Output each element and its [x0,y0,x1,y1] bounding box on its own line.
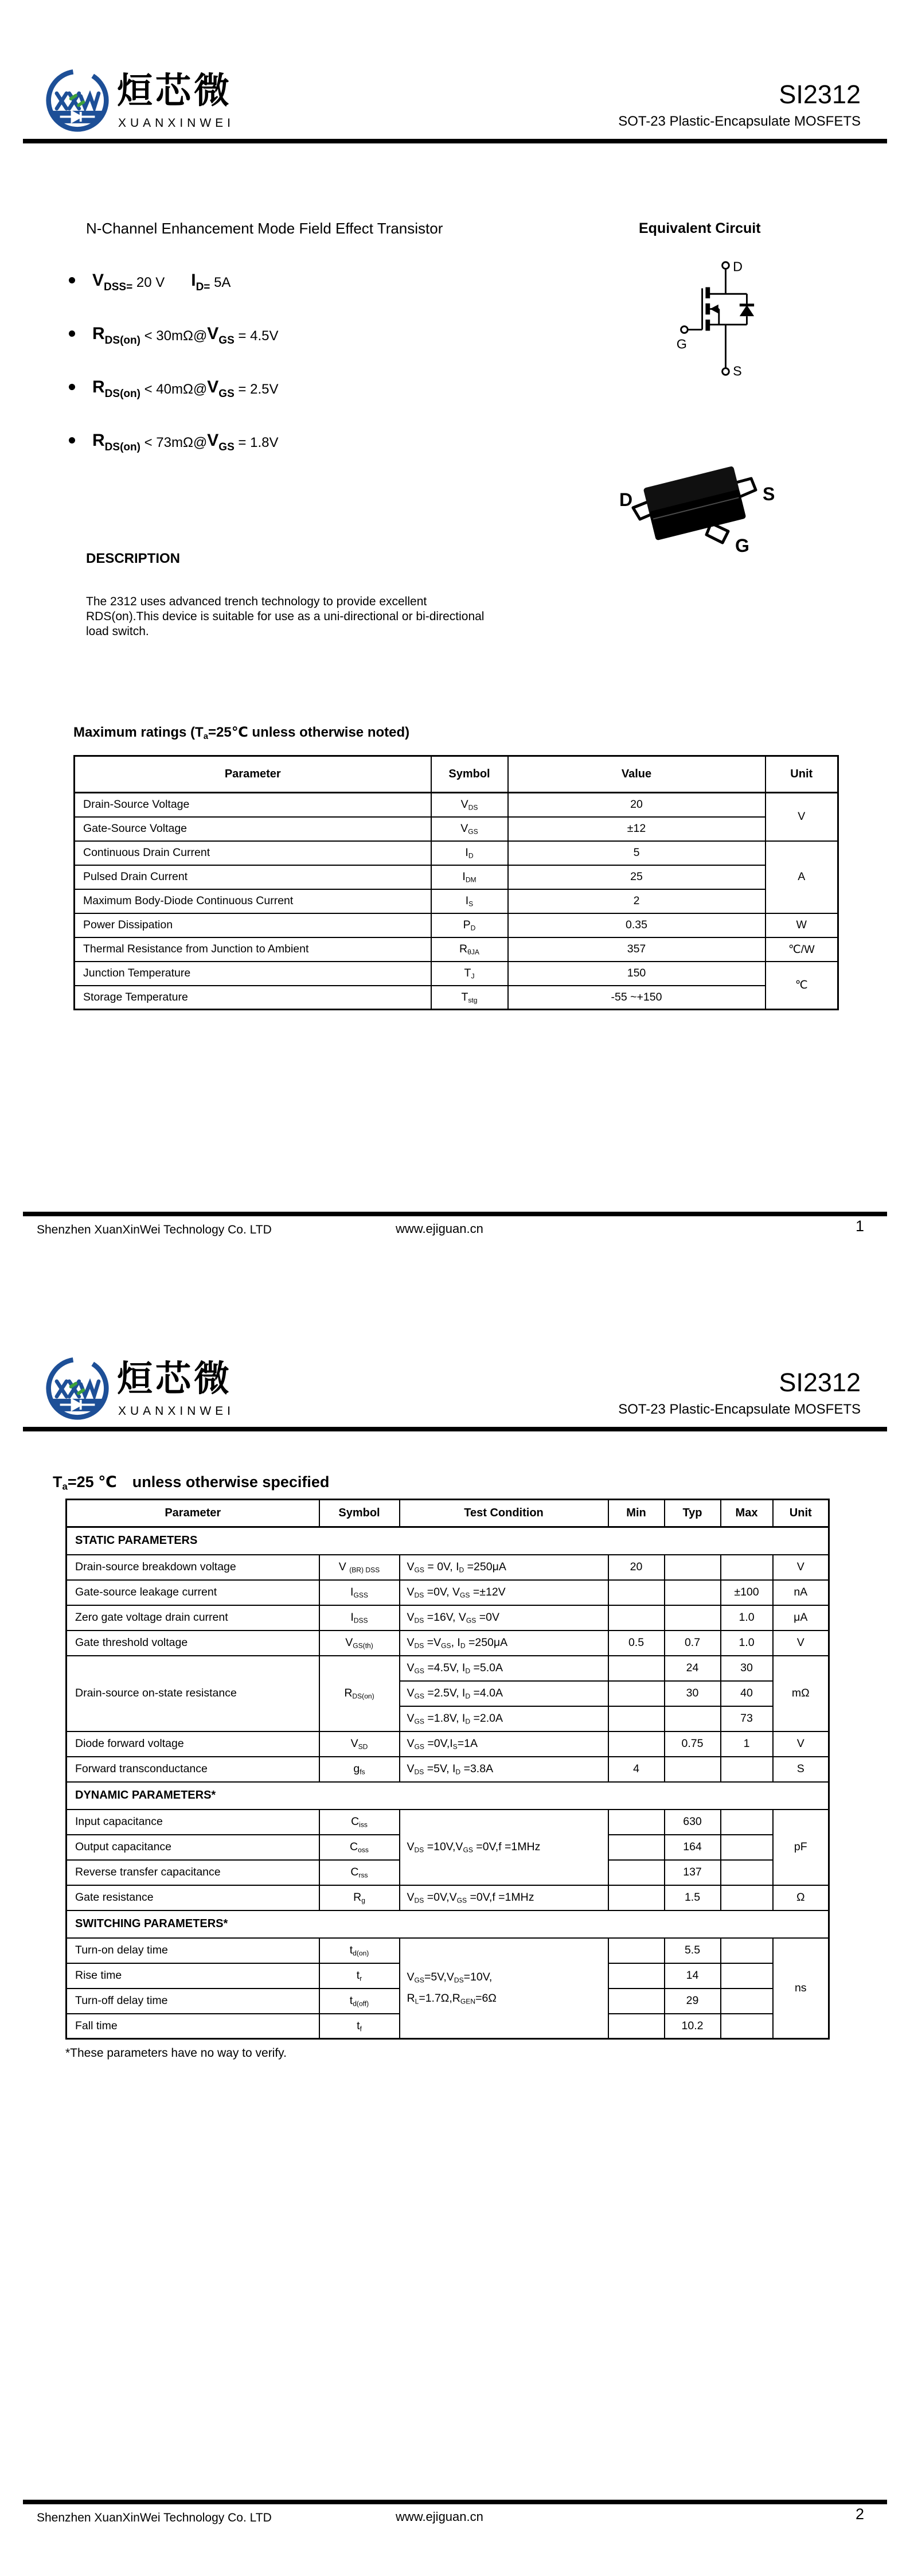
symbol-cell: Coss [319,1835,400,1860]
max-cell [721,2014,773,2039]
parameter-cell: Rise time [67,1963,319,1989]
symbol-cell: PD [431,913,508,937]
parameter-cell: Gate-source leakage current [67,1580,319,1605]
column-header: Parameter [67,1500,319,1527]
parameter-cell: Output capacitance [67,1835,319,1860]
symbol-cell: td(on) [319,1938,400,1963]
max-cell [721,1810,773,1835]
table-row [67,1810,829,1835]
parameter-cell: Gate-Source Voltage [75,817,431,841]
parameter-cell: Gate resistance [67,1885,319,1910]
parameter-cell: Gate threshold voltage [67,1631,319,1656]
unit-cell: A [766,841,838,913]
parameter-cell: Zero gate voltage drain current [67,1605,319,1631]
feature-item [69,430,278,454]
symbol-cell: td(off) [319,1989,400,2014]
table-row [67,1555,829,1580]
test-condition-cell: VGS =0V,IS=1A [400,1731,608,1757]
feature-text: RDS(on) < 30mΩ@VGS = 4.5V [92,324,279,347]
max-cell [721,1989,773,2014]
test-condition-cell: VDS =16V, VGS =0V [400,1605,608,1631]
symbol-cell: Rg [319,1885,400,1910]
brand-name-cn: 烜芯微 [117,1359,233,1399]
typ-cell: 630 [665,1810,721,1835]
feature-text: RDS(on) < 40mΩ@VGS = 2.5V [92,378,279,400]
min-cell: 20 [608,1555,665,1580]
equivalent-circuit-title: Equivalent Circuit [639,220,761,236]
electrical-characteristics-table [65,1499,830,2040]
symbol-cell: Tstg [431,986,508,1010]
symbol-cell: gfs [319,1757,400,1782]
page-number: 2 [856,2505,865,2523]
description-text [86,594,636,639]
feature-text: VDSS= 20 V ID= 5A [92,271,231,293]
parameter-cell: Junction Temperature [75,962,431,986]
section-title-cell: DYNAMIC PARAMETERS* [67,1782,829,1810]
max-cell: 1.0 [721,1605,773,1631]
parameter-cell: Continuous Drain Current [75,841,431,865]
table-row [75,841,838,865]
part-number: SI2312 [779,80,861,109]
value-cell: 150 [508,962,766,986]
unit-cell: pF [773,1810,829,1885]
parameter-cell: Drain-source on-state resistance [67,1656,319,1731]
description-line: The 2312 uses advanced trench technology to provide excellent [86,595,427,608]
symbol-cell: IDSS [319,1605,400,1631]
parameter-cell: Input capacitance [67,1810,319,1835]
package-label-g: G [735,535,749,556]
max-cell [721,1757,773,1782]
features-list [69,270,278,483]
header-rule [23,139,887,143]
circuit-label-d: D [733,259,743,274]
unit-cell: ℃/W [766,937,838,962]
typ-cell: 5.5 [665,1938,721,1963]
part-number: SI2312 [779,1368,861,1397]
parameter-cell: Thermal Resistance from Junction to Ambient [75,937,431,962]
footer-website: www.ejiguan.cn [396,2509,483,2524]
parameter-cell: Storage Temperature [75,986,431,1010]
value-cell: 0.35 [508,913,766,937]
bullet-icon [69,384,75,390]
unit-cell: V [773,1555,829,1580]
header-rule [23,1427,887,1431]
symbol-cell: VGS [431,817,508,841]
max-cell: 30 [721,1656,773,1681]
typ-cell: 24 [665,1656,721,1681]
table-row [75,889,838,913]
parameter-cell: Drain-Source Voltage [75,793,431,817]
section-row [67,1527,829,1555]
min-cell [608,1885,665,1910]
column-header: Symbol [431,756,508,793]
column-header: Parameter [75,756,431,793]
parameter-cell: Power Dissipation [75,913,431,937]
test-condition-cell: VGS =2.5V, ID =4.0A [400,1681,608,1706]
min-cell [608,1605,665,1631]
page-number: 1 [856,1217,865,1235]
max-cell: 1.0 [721,1631,773,1656]
max-cell [721,1885,773,1910]
max-cell [721,1860,773,1885]
mosfet-symbol-diagram [653,257,776,383]
brand-name-en: XUANXINWEI [118,1404,235,1418]
value-cell: 5 [508,841,766,865]
column-header: Typ [665,1500,721,1527]
table-row [75,865,838,889]
footer-website: www.ejiguan.cn [396,1221,483,1236]
min-cell [608,1656,665,1681]
test-condition-cell: VGS=5V,VDS=10V, RL=1.7Ω,RGEN=6Ω [400,1938,608,2039]
symbol-cell: IS [431,889,508,913]
test-condition-cell: VGS =1.8V, ID =2.0A [400,1706,608,1731]
description-line: load switch. [86,625,149,638]
symbol-cell: IGSS [319,1580,400,1605]
test-condition-cell: VDS =0V, VGS =±12V [400,1580,608,1605]
doc-subtitle: SOT-23 Plastic-Encapsulate MOSFETS [618,113,861,129]
parameter-cell: Diode forward voltage [67,1731,319,1757]
typ-cell [665,1580,721,1605]
section-title-cell: STATIC PARAMETERS [67,1527,829,1555]
unit-cell: V [773,1631,829,1656]
footer-rule [23,1212,887,1216]
symbol-cell: Crss [319,1860,400,1885]
table-row [67,1938,829,1963]
unit-cell: S [773,1757,829,1782]
bullet-icon [69,330,75,337]
value-cell: 357 [508,937,766,962]
column-header: Value [508,756,766,793]
footer-company: Shenzhen XuanXinWei Technology Co. LTD [37,1223,272,1236]
typ-cell [665,1706,721,1731]
brand-name-cn: 烜芯微 [117,71,233,111]
parameter-cell: Fall time [67,2014,319,2039]
table-row [75,937,838,962]
max-cell [721,1963,773,1989]
unit-cell: V [773,1731,829,1757]
circuit-label-g: G [676,336,687,352]
feature-item [69,376,278,400]
column-header: Max [721,1500,773,1527]
table-row [75,793,838,817]
symbol-cell: VDS [431,793,508,817]
test-condition-cell: VDS =0V,VGS =0V,f =1MHz [400,1885,608,1910]
typ-cell [665,1555,721,1580]
typ-cell [665,1605,721,1631]
column-header: Unit [773,1500,829,1527]
max-cell [721,1938,773,1963]
table-row [67,1731,829,1757]
column-header: Unit [766,756,838,793]
table-row [75,817,838,841]
max-ratings-heading: Maximum ratings (Ta=25℃ unless otherwise noted) [73,725,410,742]
doc-subtitle: SOT-23 Plastic-Encapsulate MOSFETS [618,1401,861,1417]
section-row [67,1782,829,1810]
table-row [75,986,838,1010]
symbol-cell: tf [319,2014,400,2039]
symbol-cell: Ciss [319,1810,400,1835]
typ-cell: 0.75 [665,1731,721,1757]
typ-cell: 14 [665,1963,721,1989]
typ-cell: 0.7 [665,1631,721,1656]
max-cell: ±100 [721,1580,773,1605]
table-row [67,1631,829,1656]
symbol-cell: RDS(on) [319,1656,400,1731]
column-header: Symbol [319,1500,400,1527]
unit-cell: ns [773,1938,829,2039]
intro-title: N-Channel Enhancement Mode Field Effect Transistor [86,220,443,237]
table-row [75,913,838,937]
footer-company: Shenzhen XuanXinWei Technology Co. LTD [37,2511,272,2524]
package-label-s: S [763,484,775,504]
footnote: *These parameters have no way to verify. [65,2046,287,2060]
typ-cell: 164 [665,1835,721,1860]
feature-item [69,270,278,294]
symbol-cell: V (BR) DSS [319,1555,400,1580]
test-condition-cell: VGS =4.5V, ID =5.0A [400,1656,608,1681]
test-conditions-heading: Ta=25 ℃ unless otherwise specified [53,1473,330,1492]
symbol-cell: VSD [319,1731,400,1757]
unit-cell: nA [773,1580,829,1605]
parameter-cell: Pulsed Drain Current [75,865,431,889]
feature-item [69,323,278,347]
description-heading: DESCRIPTION [86,551,181,566]
page-2 [0,1288,910,2576]
min-cell [608,1835,665,1860]
symbol-cell: RθJA [431,937,508,962]
symbol-cell: VGS(th) [319,1631,400,1656]
company-logo-icon [45,1356,110,1421]
unit-cell: μA [773,1605,829,1631]
parameter-cell: Maximum Body-Diode Continuous Current [75,889,431,913]
value-cell: 25 [508,865,766,889]
min-cell [608,1706,665,1731]
footer-rule [23,2500,887,2504]
parameter-cell: Forward transconductance [67,1757,319,1782]
typ-cell [665,1757,721,1782]
symbol-cell: ID [431,841,508,865]
test-condition-cell: VDS =VGS, ID =250μA [400,1631,608,1656]
parameter-cell: Turn-off delay time [67,1989,319,2014]
table-row [67,1580,829,1605]
test-condition-cell: VDS =10V,VGS =0V,f =1MHz [400,1810,608,1885]
max-cell [721,1835,773,1860]
test-condition-cell: VGS = 0V, ID =250μA [400,1555,608,1580]
section-row [67,1910,829,1938]
unit-cell: mΩ [773,1656,829,1731]
min-cell [608,1810,665,1835]
package-label-d: D [619,489,633,510]
max-ratings-table [73,755,839,1010]
max-cell: 1 [721,1731,773,1757]
package-3d-image [615,442,781,568]
company-logo-icon [45,68,110,133]
min-cell [608,1938,665,1963]
typ-cell: 137 [665,1860,721,1885]
parameter-cell: Turn-on delay time [67,1938,319,1963]
typ-cell: 10.2 [665,2014,721,2039]
circuit-label-s: S [733,363,742,379]
parameter-cell: Drain-source breakdown voltage [67,1555,319,1580]
typ-cell: 30 [665,1681,721,1706]
max-cell [721,1555,773,1580]
test-condition-cell: VDS =5V, ID =3.8A [400,1757,608,1782]
min-cell [608,1989,665,2014]
typ-cell: 29 [665,1989,721,2014]
min-cell [608,1860,665,1885]
table-row [67,1656,829,1681]
min-cell [608,1681,665,1706]
bullet-icon [69,277,75,283]
parameter-cell: Reverse transfer capacitance [67,1860,319,1885]
min-cell [608,2014,665,2039]
value-cell: -55 ~+150 [508,986,766,1010]
value-cell: 2 [508,889,766,913]
feature-text: RDS(on) < 73mΩ@VGS = 1.8V [92,431,279,453]
symbol-cell: TJ [431,962,508,986]
min-cell [608,1731,665,1757]
min-cell [608,1580,665,1605]
bullet-icon [69,437,75,443]
table-row [67,1605,829,1631]
table-row [67,1885,829,1910]
column-header: Test Condition [400,1500,608,1527]
min-cell: 0.5 [608,1631,665,1656]
description-line: RDS(on).This device is suitable for use as a uni-directional or bi-directional [86,610,485,623]
min-cell [608,1963,665,1989]
value-cell: ±12 [508,817,766,841]
brand-name-en: XUANXINWEI [118,116,235,130]
symbol-cell: tr [319,1963,400,1989]
unit-cell: Ω [773,1885,829,1910]
typ-cell: 1.5 [665,1885,721,1910]
table-row [75,962,838,986]
symbol-cell: IDM [431,865,508,889]
max-cell: 40 [721,1681,773,1706]
unit-cell: ℃ [766,962,838,1010]
min-cell: 4 [608,1757,665,1782]
table-row [67,1757,829,1782]
max-cell: 73 [721,1706,773,1731]
unit-cell: V [766,793,838,841]
value-cell: 20 [508,793,766,817]
section-title-cell: SWITCHING PARAMETERS* [67,1910,829,1938]
unit-cell: W [766,913,838,937]
column-header: Min [608,1500,665,1527]
